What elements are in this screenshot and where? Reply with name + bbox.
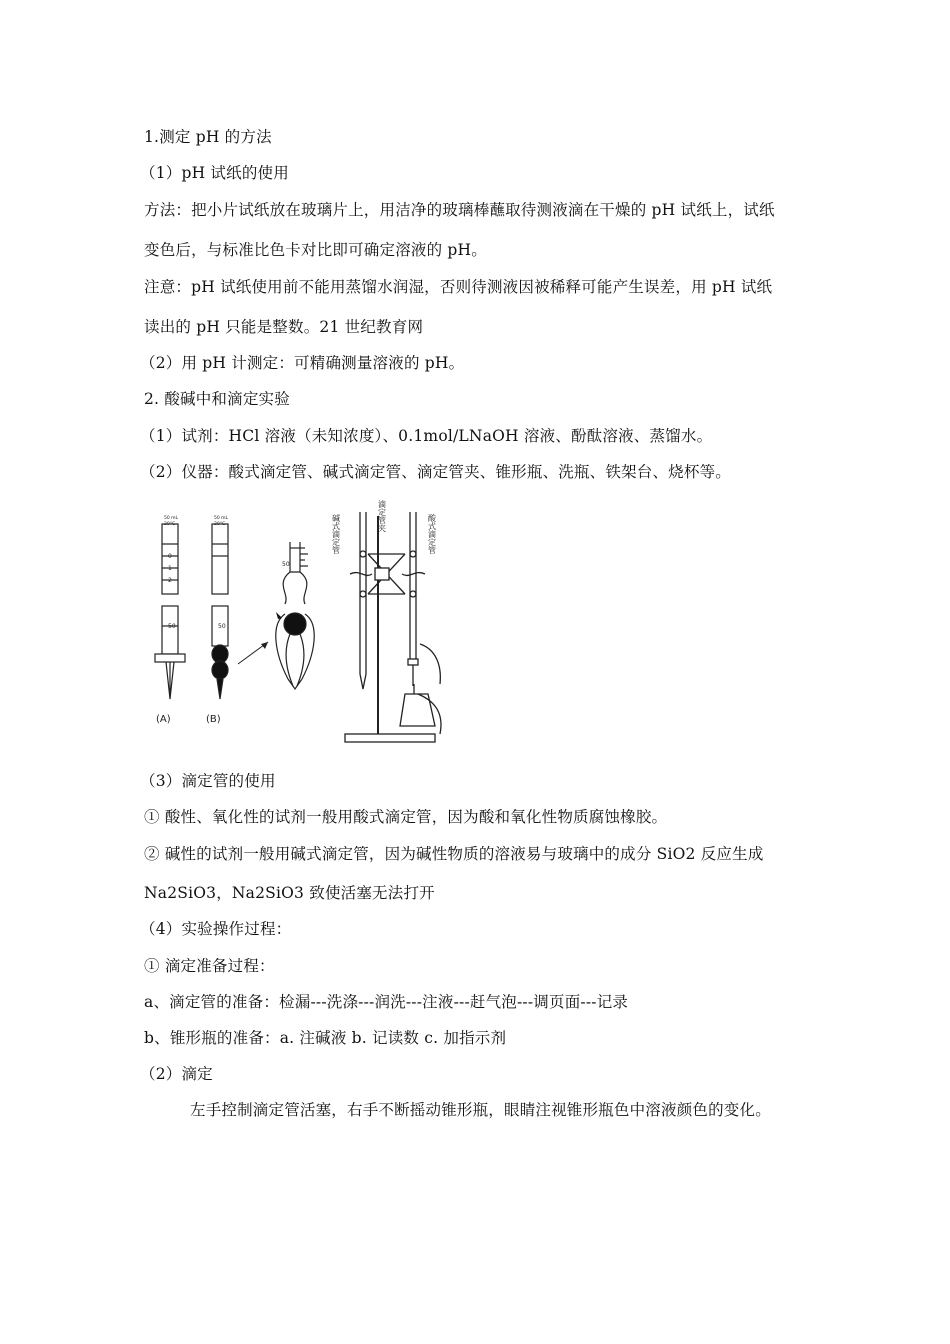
procedure-flask-prep: b、锥形瓶的准备：a. 注碱液 b. 记读数 c. 加指示剂 [144, 1029, 507, 1047]
tube-a-tick-50: 50 [168, 623, 176, 630]
label-acid-burette: 酸式滴定管 [427, 514, 437, 554]
subheading-procedure: （4）实验操作过程： [140, 920, 292, 938]
tube-b-capacity: 50 mL [214, 516, 229, 521]
tube-b-temp: 20°C [214, 522, 226, 527]
label-b: (B) [206, 714, 221, 725]
label-a: (A) [156, 714, 171, 725]
burette-use-point1: ① 酸性、氧化性的试剂一般用酸式滴定管，因为酸和氧化性物质腐蚀橡胶。 [144, 808, 668, 826]
subheading-titration: （2）滴定 [140, 1065, 213, 1083]
subheading-ph-paper: （1）pH 试纸的使用 [140, 164, 289, 182]
instruments-line: （2）仪器：酸式滴定管、碱式滴定管、滴定管夹、锥形瓶、洗瓶、铁架台、烧杯等。 [140, 463, 731, 481]
paragraph-note-line1: 注意：pH 试纸使用前不能用蒸馏水润湿，否则待测液因被稀释可能产生误差，用 pH 试纸 [144, 278, 773, 296]
procedure-prep-heading: ① 滴定准备过程： [144, 957, 275, 975]
section-heading-titration: 2. 酸碱中和滴定实验 [144, 390, 290, 408]
burette-use-point2-line2: Na2SiO3，Na2SiO3 致使活塞无法打开 [144, 884, 435, 902]
reagents-line: （1）试剂：HCl 溶液（未知浓度）、0.1mol/LNaOH 溶液、酚酞溶液、蒸馏水。 [140, 427, 713, 445]
paragraph-method-line1: 方法：把小片试纸放在玻璃片上，用洁净的玻璃棒蘸取待测液滴在干燥的 pH 试纸上，试纸 [144, 201, 775, 219]
procedure-burette-prep: a、滴定管的准备：检漏---洗涤---润洗---注液---赶气泡---调页面---记录 [144, 993, 629, 1011]
section-heading-ph-method: 1.测定 pH 的方法 [144, 128, 272, 146]
tube-a-tick-0: 0 [168, 553, 172, 560]
paragraph-note-line2: 读出的 pH 只能是整数。21 世纪教育网 [144, 318, 424, 336]
burette-use-point2-line1: ② 碱性的试剂一般用碱式滴定管，因为碱性物质的溶液易与玻璃中的成分 SiO2 反应生成 [144, 845, 764, 863]
burette-b-diagram [212, 524, 228, 699]
pinch-arrow [276, 612, 282, 619]
subheading-ph-meter: （2）用 pH 计测定：可精确测量溶液的 pH。 [140, 354, 465, 372]
magnify-arrowhead [261, 642, 268, 649]
label-clamp: 滴定管夹 [377, 500, 387, 532]
tube-a-tick-2: 2 [168, 577, 172, 584]
burette-a-diagram [155, 524, 185, 699]
tube-b-tick-50: 50 [218, 623, 226, 630]
magnified-tick-50: 50 [282, 561, 290, 568]
titration-apparatus-figure [150, 494, 450, 749]
tube-a-capacity: 50 mL [164, 516, 179, 521]
titration-description: 左手控制滴定管活塞，右手不断摇动锥形瓶，眼睛注视锥形瓶色中溶液颜色的变化。 [190, 1101, 771, 1119]
paragraph-method-line2: 变色后，与标准比色卡对比即可确定溶液的 pH。 [144, 241, 487, 259]
tube-a-tick-1: 1 [168, 565, 172, 572]
tube-a-temp: 20°C [164, 522, 176, 527]
subheading-burette-use: （3）滴定管的使用 [140, 772, 276, 790]
label-base-burette: 碱式滴定管 [331, 514, 341, 554]
